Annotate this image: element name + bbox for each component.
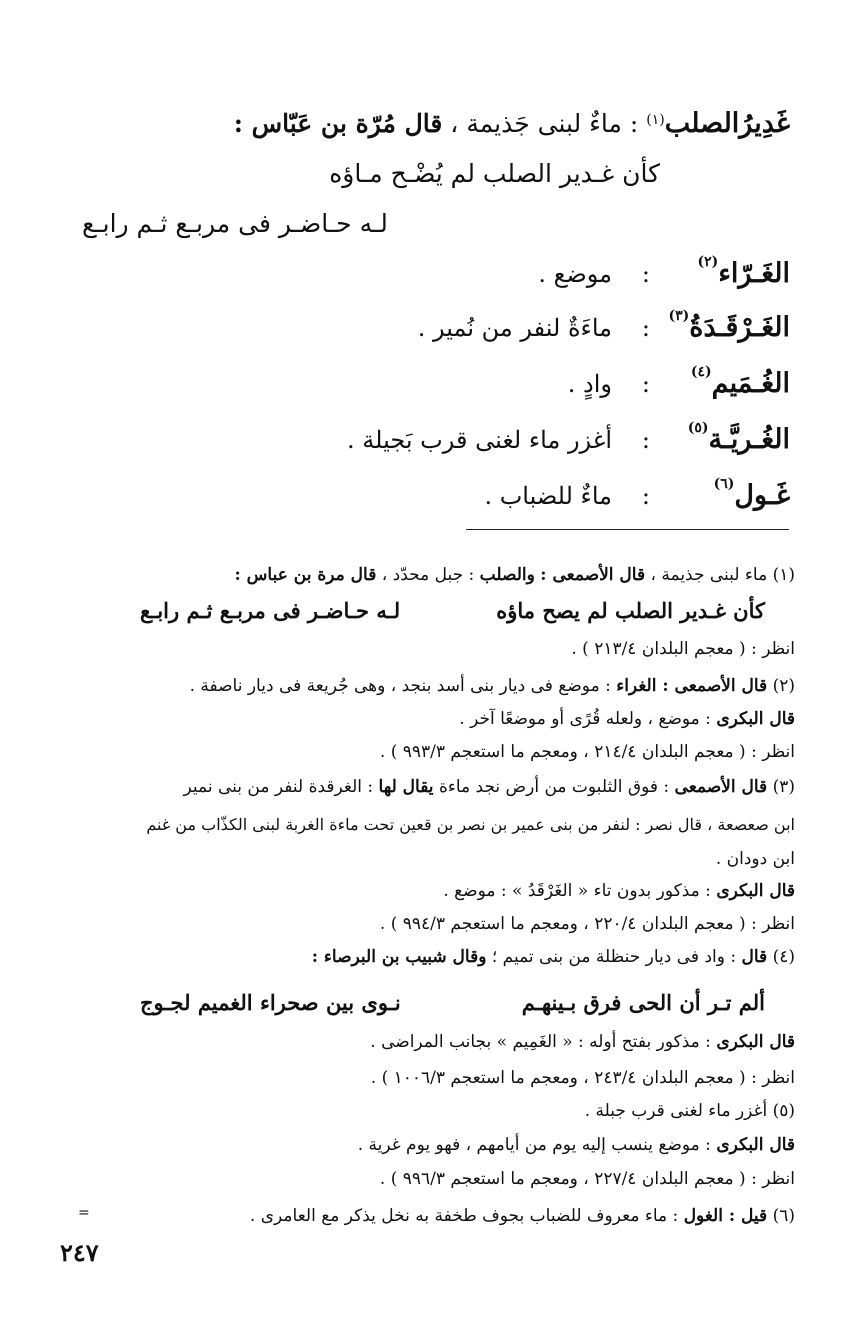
footnote-text: (٦) — [772, 1206, 795, 1226]
footnote-bold: قال — [741, 947, 768, 967]
footnote-5-source: انظر : ( معجم البلدان ٢٢٧/٤ ، ومعجم ما استعجم ٩٩٦/٣ ) . — [379, 1169, 795, 1189]
footnote-6-line-1 — [250, 1205, 795, 1227]
footnote-ref: (٣) — [668, 308, 690, 324]
footnote-2-line-1 — [190, 675, 795, 697]
footnote-bold: وقال شبيب بن البرصاء : — [311, 947, 487, 967]
footnote-ref: (٥) — [687, 420, 709, 436]
entry-colon: : — [641, 370, 650, 398]
footnote-3-line-1 — [184, 776, 795, 798]
footnote-bold: قال البكرى — [716, 881, 795, 901]
footnote-text: : مذكور بفتح أوله : « الغَمِيم » بجانب المراضى . — [370, 1032, 711, 1052]
footnote-bold: قال مرة بن عباس : — [234, 565, 377, 585]
footnote-bold: قال الأصمعى : — [540, 565, 646, 585]
footnote-text: : جبل محدّد ، — [381, 565, 475, 585]
footnote-text: (٤) — [772, 947, 795, 967]
footnote-2-bakri — [459, 708, 795, 730]
entry-colon: : — [641, 260, 650, 288]
footnote-text: : موضع ، ولعله قُرًى أو موضعًا آخر . — [459, 709, 711, 729]
entry-ghadir-line — [234, 108, 790, 140]
entry-ghawl — [70, 476, 790, 520]
entry-colon: : — [641, 482, 650, 510]
footnote-3-bakri — [443, 880, 795, 902]
footnote-2-source: انظر : ( معجم البلدان ٢١٤/٤ ، ومعجم ما استعجم ٩٩٣/٣ ) . — [379, 742, 795, 762]
entry-definition: أغزر ماء لغنى قرب بَجيلة . — [347, 426, 612, 454]
footnote-text: : موضع فى ديار بنى أسد بنجد ، وهى جُريعة فى ديار ناصفة . — [189, 676, 611, 696]
footnote-text: : فوق الثلبوت من أرض نجد ماءة — [438, 777, 670, 797]
footnote-bold: قال البكرى — [716, 1135, 795, 1155]
footnote-text: : مذكور بدون تاء « الغَرْقَدُ » : موضع . — [443, 881, 711, 901]
footnote-3-line-2: ابن صعصعة ، قال نصر : لنفر من بنى عمير بن نصر بن قعين تحت ماءة الغربة لبنى الكذّاب من غنم — [146, 815, 795, 834]
footnote-text: (٣) — [772, 777, 795, 797]
footnote-5-line-1: (٥) أغزر ماء لغنى قرب جبلة . — [584, 1101, 795, 1121]
footnote-bold: قال الأصمعى : الغراء — [616, 676, 768, 696]
entry-gharqada — [70, 308, 790, 352]
footnote-bold: والصلب — [479, 565, 535, 585]
page-number: ٢٤٧ — [60, 1238, 99, 1267]
entry-ghumaym — [70, 364, 790, 408]
footnote-text: (٢) — [772, 676, 795, 696]
entry-ghara — [70, 254, 790, 298]
footnote-1-source: انظر : ( معجم البلدان ٢١٣/٤ ) . — [571, 639, 795, 659]
entry-definition: وادٍ . — [567, 370, 612, 398]
footnote-5-bakri — [358, 1134, 795, 1156]
entry-definition: : ماءٌ لبنى جَذيمة ، — [450, 109, 639, 138]
footnote-bold: قال الأصمعى — [674, 777, 768, 797]
footnote-1-verse-hemistich-2: لـه حـاضـر فى مربـع ثـم رابـع — [140, 598, 401, 623]
footnote-text: : الغرقدة لنفر من بنى نمير — [183, 777, 374, 797]
entry-headword: الغُـمَيم — [711, 368, 790, 399]
entry-definition: ماءٌ للضباب . — [484, 482, 612, 510]
verse-hemistich-1: كأن غـدير الصلب لم يُضْـح مـاؤه — [329, 159, 660, 188]
footnote-bold: قيل : الغول — [683, 1206, 768, 1226]
entry-ghurayya — [70, 420, 790, 464]
entry-colon: : — [641, 314, 650, 342]
footnote-ref: (٢) — [697, 254, 719, 270]
margin-mark: = — [78, 1205, 90, 1221]
footnote-4-source: انظر : ( معجم البلدان ٢٤٣/٤ ، ومعجم ما استعجم ١٠٠٦/٣ ) . — [370, 1068, 795, 1088]
footnote-bold: قال البكرى — [716, 1032, 795, 1052]
verse-hemistich-2: لـه حـاضـر فى مربـع ثـم رابـع — [82, 209, 388, 238]
footnote-4-line-1 — [312, 946, 795, 968]
footnote-ref: (١) — [646, 112, 665, 128]
entry-headword: غَـول — [734, 480, 790, 511]
entry-headword: غَدِيرُالصلب — [664, 108, 790, 139]
footnote-4-verse-hemistich-2: نـوى بين صحراء الغميم لجـوج — [140, 990, 401, 1015]
entry-headword: الغُـريَّـة — [708, 424, 790, 455]
footnote-4-bakri — [370, 1031, 795, 1053]
footnote-text: (١) ماء لبنى جذيمة ، — [650, 565, 795, 585]
entry-attribution: قال مُرّة بن عَبّاس : — [233, 109, 443, 138]
footnote-bold: قال البكرى — [716, 709, 795, 729]
footnote-ref: (٤) — [690, 364, 712, 380]
entry-headword: الغَـرّاء — [718, 258, 790, 289]
footnote-3-source: انظر : ( معجم البلدان ٢٢٠/٤ ، ومعجم ما استعجم ٩٩٤/٣ ) . — [379, 914, 795, 934]
entry-headword: الغَـرْقَـدَةُ — [689, 312, 790, 343]
footnote-1-verse-hemistich-1: كأن غـدير الصلب لم يصح ماؤه — [496, 598, 765, 623]
footnote-bold: يقال لها — [378, 777, 434, 797]
entry-definition: ماءَةٌ لنفر من نُمير . — [417, 314, 612, 342]
footnote-text: : موضع ينسب إليه يوم من أيامهم ، فهو يوم غرية . — [357, 1135, 711, 1155]
entry-definition: موضع . — [538, 260, 612, 288]
footnote-ref: (٦) — [713, 476, 735, 492]
footnote-1-line-1 — [234, 564, 795, 586]
footnote-text: : واد فى ديار حنظلة من بنى تميم ؛ — [491, 947, 737, 967]
entry-colon: : — [641, 426, 650, 454]
footnote-4-verse-hemistich-1: ألم تـر أن الحى فرق بـينهـم — [521, 990, 765, 1015]
footnote-text: : ماء معروف للضباب بجوف طخفة به نخل يذكر مع العامرى . — [249, 1206, 679, 1226]
footnote-separator — [466, 529, 789, 530]
footnote-3-line-3: ابن دودان . — [715, 849, 795, 869]
